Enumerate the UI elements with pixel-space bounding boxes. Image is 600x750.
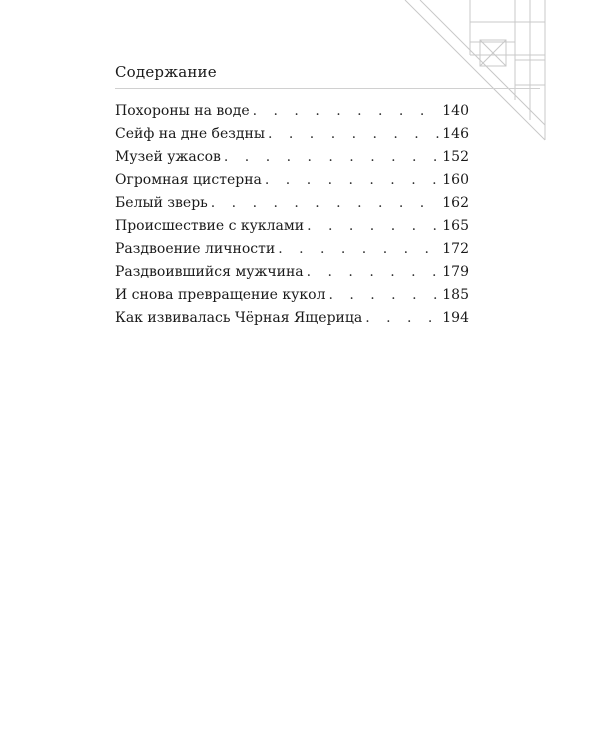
- toc-leader-dots: [278, 238, 439, 261]
- toc-entry[interactable]: [115, 146, 469, 169]
- toc-entry[interactable]: [115, 307, 469, 330]
- toc-entry-page: 185: [442, 287, 469, 303]
- toc-entry-page: 194: [442, 310, 469, 326]
- toc-leader-dots: [265, 169, 439, 192]
- toc-entry-page: 165: [442, 218, 469, 234]
- table-of-contents: [115, 100, 469, 330]
- toc-entry-page: 146: [442, 126, 469, 142]
- toc-entry-page: 162: [442, 195, 469, 211]
- header-divider: [115, 88, 540, 89]
- toc-entry-page: 172: [442, 241, 469, 257]
- toc-entry-page: 152: [442, 149, 469, 165]
- toc-leader-dots: [328, 284, 439, 307]
- toc-entry-title: Сейф на дне бездны: [115, 126, 265, 142]
- toc-entry-title: Музей ужасов: [115, 149, 221, 165]
- toc-entry-title: Происшествие с куклами: [115, 218, 305, 234]
- toc-leader-dots: [307, 261, 440, 284]
- toc-entry[interactable]: [115, 238, 469, 261]
- toc-entry[interactable]: [115, 100, 469, 123]
- toc-entry-page: 140: [442, 103, 469, 119]
- toc-leader-dots: [253, 100, 440, 123]
- toc-entry-page: 179: [442, 264, 469, 280]
- toc-entry[interactable]: [115, 123, 469, 146]
- toc-entry[interactable]: [115, 169, 469, 192]
- toc-entry-title: Раздвоившийся мужчина: [115, 264, 304, 280]
- toc-leader-dots: [211, 192, 439, 215]
- toc-leader-dots: [365, 307, 439, 330]
- toc-entry-title: Как извивалась Чёрная Ящерица: [115, 310, 363, 326]
- toc-leader-dots: [268, 123, 439, 146]
- toc-entry[interactable]: [115, 192, 469, 215]
- toc-entry-title: Белый зверь: [115, 195, 208, 211]
- toc-entry-page: 160: [442, 172, 469, 188]
- page-header: [115, 62, 540, 89]
- toc-entry-title: Огромная цистерна: [115, 172, 262, 188]
- toc-leader-dots: [307, 215, 439, 238]
- toc-entry[interactable]: [115, 261, 469, 284]
- toc-entry-title: Похороны на воде: [115, 103, 250, 119]
- toc-entry[interactable]: [115, 215, 469, 238]
- toc-leader-dots: [224, 146, 439, 169]
- page-title: Содержание: [115, 63, 217, 81]
- toc-entry-title: Раздвоение личности: [115, 241, 276, 257]
- toc-entry-title: И снова превращение кукол: [115, 287, 326, 303]
- toc-entry[interactable]: [115, 284, 469, 307]
